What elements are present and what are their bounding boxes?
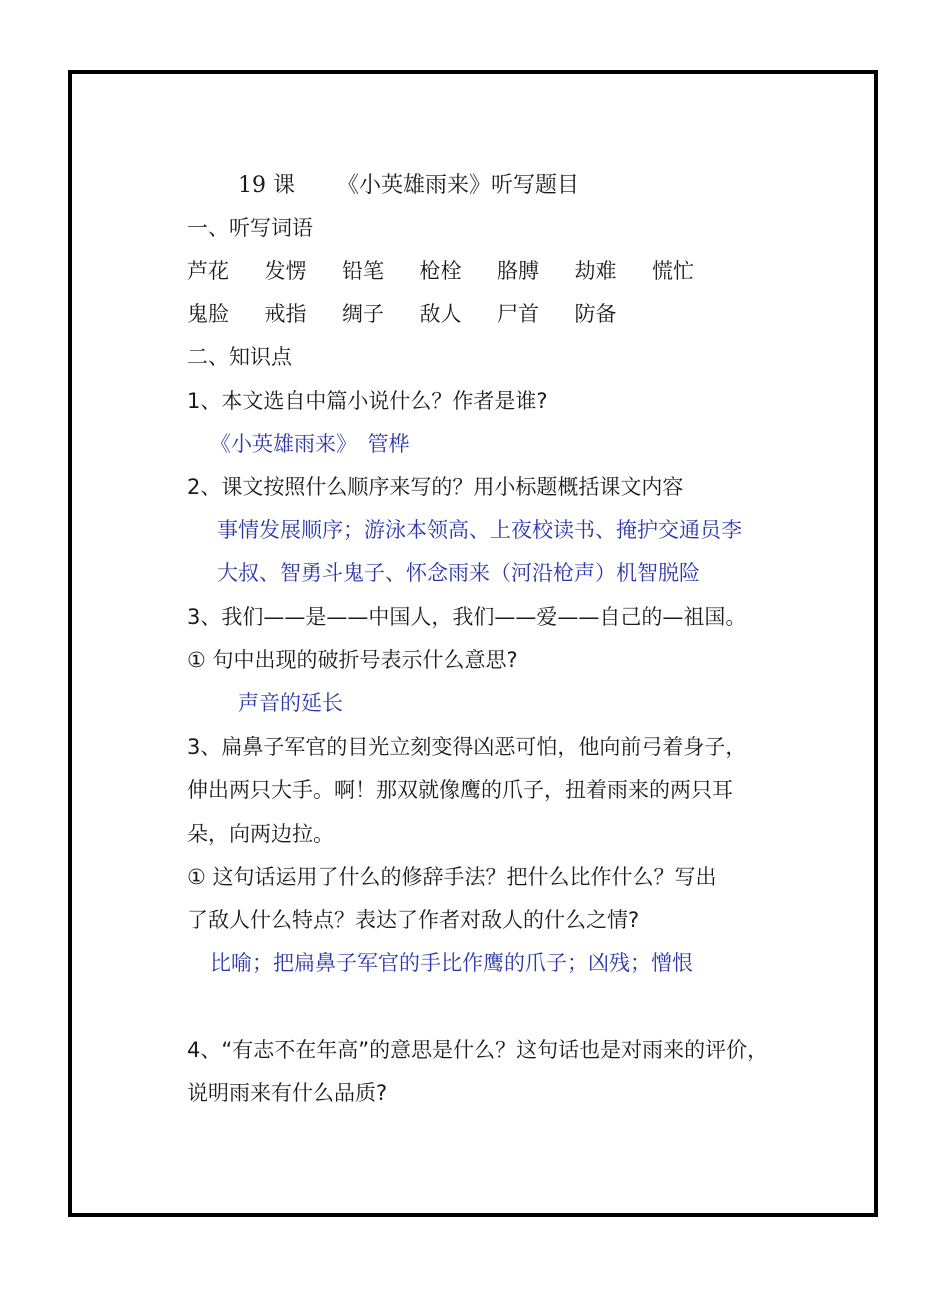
word: 胳膊 — [497, 259, 539, 283]
question-1: 1、本文选自中篇小说什么？作者是谁? — [187, 389, 548, 413]
word: 绸子 — [342, 302, 384, 326]
question-3a: 3、我们——是——中国人，我们——爱——自己的—祖国。 — [187, 605, 747, 629]
question-3b-line-3: 朵，向两边拉。 — [187, 822, 334, 846]
answer-3a: 声音的延长 — [238, 691, 343, 715]
word: 劫难 — [574, 259, 617, 283]
word-row-1 — [187, 261, 730, 282]
word: 芦花 — [187, 259, 229, 283]
word: 铅笔 — [342, 259, 384, 283]
section-dictation-heading: 一、听写词语 — [187, 216, 313, 240]
word: 枪栓 — [419, 259, 462, 283]
question-3a-sub: ① 句中出现的破折号表示什么意思? — [187, 648, 518, 672]
question-3b-sub-line-1: ① 这句话运用了什么的修辞手法？把什么比作什么？写出 — [187, 865, 717, 889]
word: 敌人 — [419, 302, 462, 326]
word: 发愣 — [264, 259, 307, 283]
question-4-line-1: 4、“有志不在年高”的意思是什么？这句话也是对雨来的评价， — [187, 1038, 769, 1062]
section-knowledge-heading: 二、知识点 — [187, 345, 292, 369]
lesson-number: 19 课 — [238, 173, 295, 198]
word: 鬼脸 — [187, 302, 229, 326]
word-row-2 — [187, 304, 652, 325]
question-3b-sub-line-2: 了敌人什么特点？表达了作者对敌人的什么之情? — [187, 908, 640, 932]
word: 慌忙 — [652, 259, 694, 283]
answer-2-line-1: 事情发展顺序；游泳本领高、上夜校读书、掩护交通员李 — [217, 518, 742, 542]
word: 戒指 — [264, 302, 307, 326]
answer-1: 《小英雄雨来》 管桦 — [210, 432, 410, 456]
question-3b-line-2: 伸出两只大手。啊！那双就像鹰的爪子，扭着雨来的两只耳 — [187, 778, 733, 802]
lesson-title: 《小英雄雨来》听写题目 — [337, 173, 580, 198]
question-4-line-2: 说明雨来有什么品质? — [187, 1081, 388, 1105]
answer-2-line-2: 大叔、智勇斗鬼子、怀念雨来（河沿枪声）机智脱险 — [217, 561, 700, 585]
question-2: 2、课文按照什么顺序来写的？用小标题概括课文内容 — [187, 475, 684, 499]
question-3b-line-1: 3、扁鼻子军官的目光立刻变得凶恶可怕，他向前弓着身子， — [187, 735, 747, 759]
answer-3b: 比喻；把扁鼻子军官的手比作鹰的爪子；凶残；憎恨 — [210, 951, 693, 975]
page-title — [238, 175, 579, 197]
word: 防备 — [574, 302, 617, 326]
word: 尸首 — [497, 302, 539, 326]
